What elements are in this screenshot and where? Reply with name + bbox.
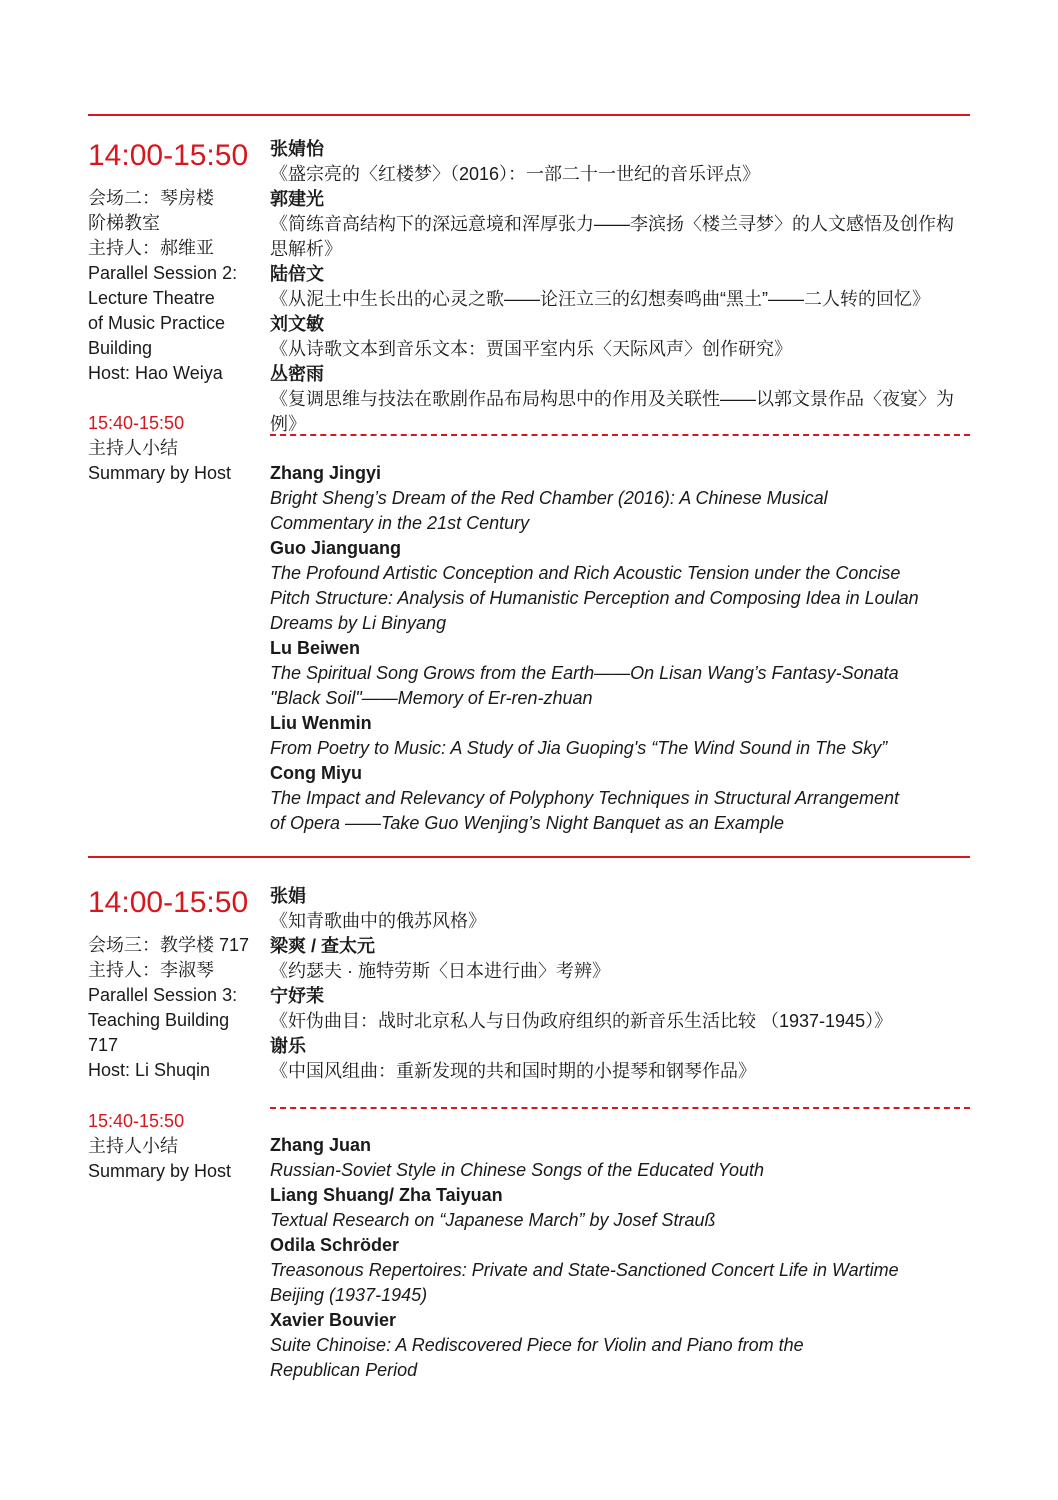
speaker-name-zh: 陆倍文 [270,264,324,284]
speaker-name-en: Zhang Juan [270,1135,372,1155]
summary-zh: 主持人小结 [88,438,178,458]
venue-en-2: 717 [88,1035,119,1055]
talk-title-en: of Opera ——Take Guo Wenjing’s Night Banquet as an Example [270,813,784,833]
talk-title-en: "Black Soil"——Memory of Er-ren-zhuan [270,688,593,708]
talk-title-en: Beijing (1937-1945) [270,1285,428,1305]
venue-en-2: of Music Practice [88,313,226,333]
talk-title-zh: 思解析》 [270,239,342,259]
session-2-zh-talks [270,137,970,437]
talk-title-zh: 《奸伪曲目：战时北京私人与日伪政府组织的新音乐生活比较 （1937-1945）》 [270,1011,893,1031]
speaker-name-zh: 郭建光 [270,189,324,209]
summary-time: 15:40-15:50 [88,1111,185,1131]
talk-title-en: Suite Chinoise: A Rediscovered Piece for Violin and Piano from the [270,1335,804,1355]
session-3-info [88,885,263,1083]
talk-title-en: The Impact and Relevancy of Polyphony Techniques in Structural Arrangement [270,788,900,808]
speaker-name-en: Liang Shuang/ Zha Taiyuan [270,1185,503,1205]
talk-title-en: Treasonous Repertoires: Private and State-Sanctioned Concert Life in Wartime [270,1260,899,1280]
host-zh: 主持人：郝维亚 [88,238,214,258]
speaker-name-en: Xavier Bouvier [270,1310,397,1330]
talk-title-zh: 《从诗歌文本到音乐文本：贾国平室内乐〈天际风声〉创作研究》 [270,339,792,359]
summary-time: 15:40-15:50 [88,413,185,433]
session-2-en-talks [270,461,970,836]
talk-title-zh: 《盛宗亮的〈红楼梦〉（2016）：一部二十一世纪的音乐评点》 [270,164,761,184]
speaker-name-en: Lu Beiwen [270,638,361,658]
talk-title-zh: 《中国风组曲：重新发现的共和国时期的小提琴和钢琴作品》 [270,1061,756,1081]
speaker-name-zh: 张婧怡 [270,139,324,159]
speaker-name-zh: 丛密雨 [270,364,324,384]
dashed-separator [270,434,970,436]
talk-title-en: Commentary in the 21st Century [270,513,530,533]
talk-title-en: Pitch Structure: Analysis of Humanistic Perception and Composing Idea in Loulan [270,588,919,608]
section-divider-top [88,114,970,116]
talk-title-zh: 《知青歌曲中的俄苏风格》 [270,911,486,931]
session-label-en: Parallel Session 2: [88,263,238,283]
host-zh: 主持人：李淑琴 [88,960,214,980]
venue-zh: 会场二：琴房楼 [88,188,214,208]
session-3-en-talks [270,1133,970,1383]
speaker-name-en: Liu Wenmin [270,713,372,733]
talk-title-en: Textual Research on “Japanese March” by Josef Strauß [270,1210,716,1230]
session-time: 14:00-15:50 [88,139,249,172]
speaker-name-zh: 梁爽 / 查太元 [270,936,376,956]
venue-en-1: Lecture Theatre [88,288,215,308]
host-en: Host: Li Shuqin [88,1060,211,1080]
session-label-en: Parallel Session 3: [88,985,238,1005]
summary-en: Summary by Host [88,1161,232,1181]
talk-title-zh: 《简练音高结构下的深远意境和浑厚张力——李滨扬〈楼兰寻梦〉的人文感悟及创作构 [270,214,954,234]
talk-title-en: Dreams by Li Binyang [270,613,447,633]
venue-room-zh: 阶梯教室 [88,213,160,233]
summary-zh: 主持人小结 [88,1136,178,1156]
venue-en-3: Building [88,338,153,358]
section-divider-middle [88,856,970,858]
dashed-separator [270,1107,970,1109]
speaker-name-en: Zhang Jingyi [270,463,382,483]
host-en: Host: Hao Weiya [88,363,223,383]
talk-title-en: The Profound Artistic Conception and Rich Acoustic Tension under the Concise [270,563,901,583]
talk-title-en: Republican Period [270,1360,418,1380]
speaker-name-en: Guo Jianguang [270,538,402,558]
speaker-name-zh: 张娟 [270,886,306,906]
session-3-zh-talks [270,884,970,1084]
speaker-name-zh: 宁妤茉 [270,986,324,1006]
speaker-name-en: Odila Schröder [270,1235,400,1255]
talk-title-en: From Poetry to Music: A Study of Jia Guoping's “The Wind Sound in The Sky” [270,738,888,758]
speaker-name-zh: 刘文敏 [270,314,324,334]
speaker-name-en: Cong Miyu [270,763,362,783]
venue-en-1: Teaching Building [88,1010,230,1030]
session-3-summary [88,1109,263,1184]
summary-en: Summary by Host [88,463,232,483]
talk-title-en: Russian-Soviet Style in Chinese Songs of the Educated Youth [270,1160,764,1180]
talk-title-en: The Spiritual Song Grows from the Earth——On Lisan Wang’s Fantasy-Sonata [270,663,899,683]
talk-title-zh: 《从泥土中生长出的心灵之歌——论汪立三的幻想奏鸣曲“黑土”——二人转的回忆》 [270,289,930,309]
venue-zh: 会场三：教学楼 717 [88,935,250,955]
session-2-summary [88,411,263,486]
session-2-info [88,138,263,386]
speaker-name-zh: 谢乐 [270,1036,306,1056]
talk-title-en: Bright Sheng’s Dream of the Red Chamber (2016): A Chinese Musical [270,488,828,508]
session-time: 14:00-15:50 [88,886,249,919]
talk-title-zh: 《复调思维与技法在歌剧作品布局构思中的作用及关联性——以郭文景作品〈夜宴〉为例》 [270,389,954,434]
talk-title-zh: 《约瑟夫 · 施特劳斯〈日本进行曲〉考辨》 [270,961,610,981]
